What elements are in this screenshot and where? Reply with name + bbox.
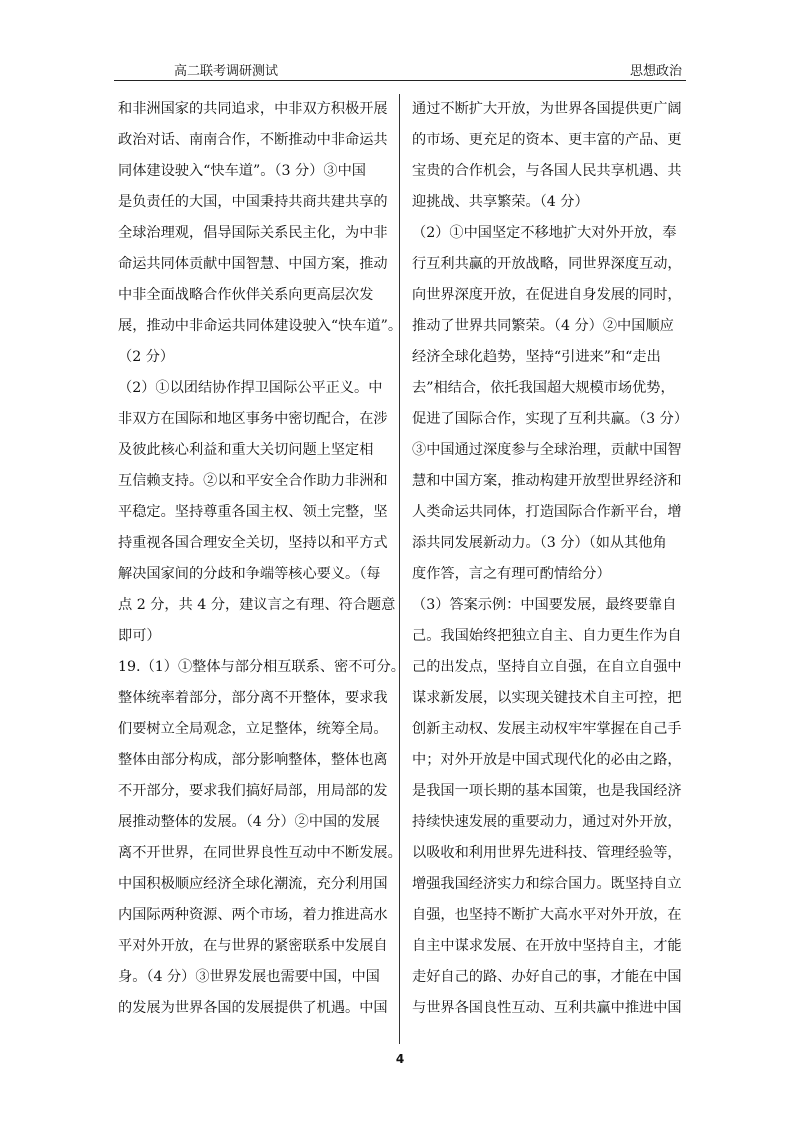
text-line: 政治对话、南南合作，不断推动中非命运共	[118, 132, 388, 148]
text-line: 人类命运共同体，打造国际合作新平台，增	[412, 504, 682, 520]
text-line: 命运共同体贡献中国智慧、中国方案，推动	[118, 256, 388, 272]
text-line: 中；对外开放是中国式现代化的必由之路，	[412, 752, 682, 768]
text-line: 身。（4 分）③世界发展也需要中国，中国	[118, 969, 380, 985]
text-line: 谋求新发展，以实现关键技术自主可控，把	[412, 690, 682, 706]
text-line: 不开部分，要求我们搞好局部，用局部的发	[118, 783, 388, 799]
column-divider	[399, 94, 400, 1044]
header-exam-title: 高二联考调研测试	[174, 64, 279, 79]
text-line: 添共同发展新动力。（3 分）（如从其他角	[412, 535, 667, 551]
text-line: 增强我国经济实力和综合国力。既坚持自立	[412, 876, 682, 892]
text-line: 整体由部分构成，部分影响整体，整体也离	[118, 752, 388, 768]
text-line: 迎挑战、共享繁荣。（4 分）	[412, 194, 589, 210]
header-subject: 思想政治	[629, 64, 682, 79]
text-line: 行互利共赢的开放战略，同世界深度互动，	[412, 256, 682, 272]
text-line: 平对外开放，在与世界的紧密联系中发展自	[118, 938, 388, 954]
text-line: 点 2 分，共 4 分，建议言之有理、符合题意	[118, 597, 396, 613]
page-header	[114, 58, 686, 81]
text-line: 展推动整体的发展。（4 分）②中国的发展	[118, 814, 380, 830]
text-line: 和非洲国家的共同追求，中非双方积极开展	[118, 101, 388, 117]
text-line: 非双方在国际和地区事务中密切配合，在涉	[118, 411, 388, 427]
text-line: 的市场、更充足的资本、更丰富的产品、更	[412, 132, 682, 148]
text-line: 己。我国始终把独立自主、自力更生作为自	[412, 628, 682, 644]
text-line: 宝贵的合作机会，与各国人民共享机遇、共	[412, 163, 682, 179]
text-line: （2）①以团结协作捍卫国际公平正义。中	[118, 380, 383, 396]
text-line: 向世界深度开放，在促进自身发展的同时，	[412, 287, 682, 303]
text-line: 及彼此核心利益和重大关切问题上坚定相	[118, 442, 374, 458]
text-line: 去”相结合，依托我国超大规模市场优势，	[412, 380, 675, 396]
text-line: 通过不断扩大开放，为世界各国提供更广阔	[412, 101, 682, 117]
right-column	[412, 94, 692, 1024]
text-line: 同体建设驶入“快车道”。（3 分）③中国	[118, 163, 366, 179]
text-line: 即可）	[118, 628, 161, 644]
text-line: 中非全面战略合作伙伴关系向更高层次发	[118, 287, 374, 303]
text-line: 创新主动权、发展主动权牢牢掌握在自己手	[412, 721, 682, 737]
text-line: 以吸收和利用世界先进科技、管理经验等，	[412, 845, 682, 861]
text-line: 走好自己的路、办好自己的事，才能在中国	[412, 969, 682, 985]
text-line: 经济全球化趋势，坚持“引进来”和“走出	[412, 349, 661, 365]
text-line: 互信赖支持。②以和平安全合作助力非洲和	[118, 473, 388, 489]
text-line: 己的出发点，坚持自立自强，在自立自强中	[412, 659, 682, 675]
text-line: ③中国通过深度参与全球治理，贡献中国智	[412, 442, 682, 458]
text-line: 全球治理观，倡导国际关系民主化，为中非	[118, 225, 388, 241]
page-number: 4	[395, 1052, 405, 1066]
text-line: 持续快速发展的重要动力，通过对外开放，	[412, 814, 682, 830]
text-line: 的发展为世界各国的发展提供了机遇。中国	[118, 1000, 388, 1016]
text-line: 们要树立全局观念，立足整体，统筹全局。	[118, 721, 388, 737]
text-line: 平稳定。坚持尊重各国主权、领土完整，坚	[118, 504, 388, 520]
text-line: （2）①中国坚定不移地扩大对外开放，奉	[412, 225, 677, 241]
text-line: 是我国一项长期的基本国策，也是我国经济	[412, 783, 682, 799]
text-line: 19.（1）①整体与部分相互联系、密不可分。	[118, 659, 405, 675]
text-line: 是负责任的大国，中国秉持共商共建共享的	[118, 194, 388, 210]
text-line: 解决国家间的分歧和争端等核心要义。（每	[118, 566, 381, 582]
text-line: 中国积极顺应经济全球化潮流，充分利用国	[118, 876, 388, 892]
text-line: 自强，也坚持不断扩大高水平对外开放，在	[412, 907, 682, 923]
text-line: 推动了世界共同繁荣。（4 分）②中国顺应	[412, 318, 674, 334]
text-line: 内国际两种资源、两个市场，着力推进高水	[118, 907, 388, 923]
text-line: 展，推动中非命运共同体建设驶入“快车道”。	[118, 318, 403, 334]
text-line: 自主中谋求发展、在开放中坚持自主，才能	[412, 938, 682, 954]
text-line: 慧和中国方案，推动构建开放型世界经济和	[412, 473, 682, 489]
text-line: 离不开世界，在同世界良性互动中不断发展。	[118, 845, 402, 861]
text-line: 持重视各国合理安全关切，坚持以和平方式	[118, 535, 388, 551]
text-line: （2 分）	[118, 349, 175, 365]
left-column	[118, 94, 405, 1024]
text-line: 整体统率着部分，部分离不开整体，要求我	[118, 690, 388, 706]
text-line: 促进了国际合作，实现了互利共赢。（3 分）	[412, 411, 689, 427]
text-line: 与世界各国良性互动、互利共赢中推进中国	[412, 1000, 682, 1016]
text-line: （3）答案示例：中国要发展，最终要靠自	[412, 597, 677, 613]
text-line: 度作答，言之有理可酌情给分）	[412, 566, 611, 582]
